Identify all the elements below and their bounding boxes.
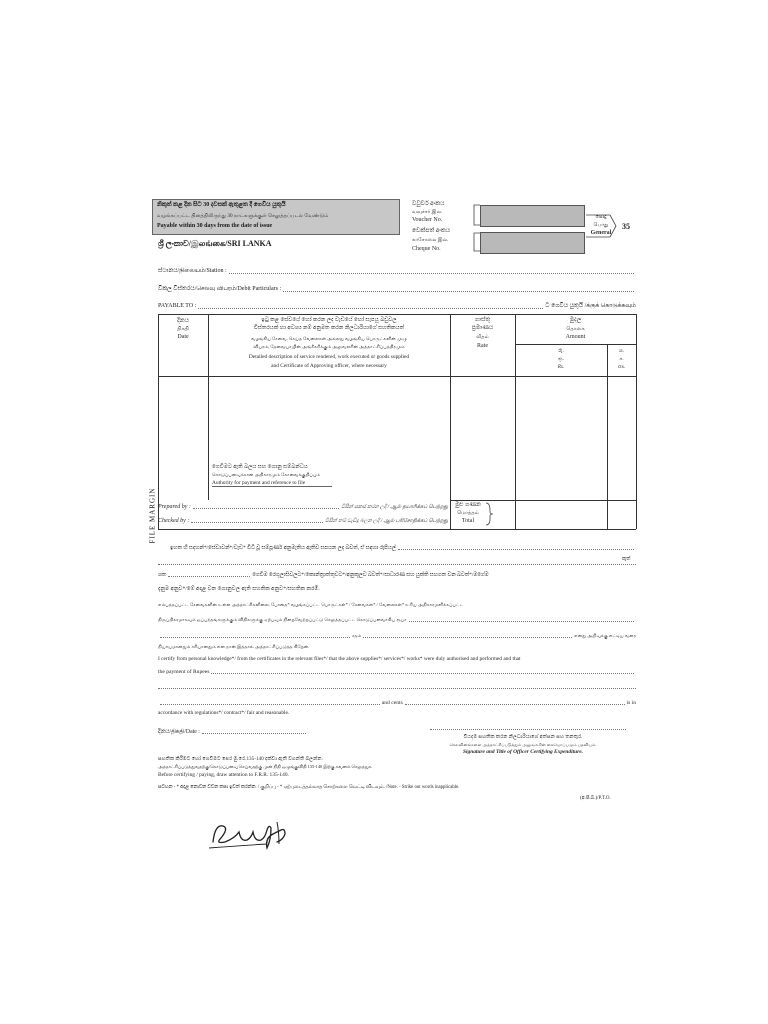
total-label-ta: மொத்தம் xyxy=(457,510,479,516)
details-table xyxy=(158,314,636,529)
cert-line-8-en: I certify from personal knowledge*/ from the certificates in the relevant files*/ that the above supplies*/ services*/ works* were duly authorised and performed and that xyxy=(158,656,521,662)
voucher-label-en: Voucher No. xyxy=(412,217,443,223)
cert-line-11-en: accordance with regulations*/ contract*/ fair and reasonable. xyxy=(158,710,290,716)
date-row[interactable] xyxy=(158,729,308,735)
total-brace xyxy=(484,502,494,526)
cert-line-5-ta[interactable] xyxy=(158,617,636,623)
form-number: 35 xyxy=(622,222,630,231)
amount-header-ta: தொகை xyxy=(566,326,585,332)
amount-header-en: Amount xyxy=(565,334,586,340)
cert-line-2-b: ගෙවීම රෙගුලාසිවලට*/කොන්ත්‍රාත්තුවට*/අනුකූලව බවත්*/සාධාරණ සහ යුක්ති සහගත වන බවත්*/මගේම xyxy=(252,572,489,578)
station-label: ස්ථානය/நிலையம்/Station : xyxy=(158,268,227,274)
desc-header-si-1: ඉටු කළ සේවයේ හෝ කරන ලද වැඩයේ හෝ සැපයූ බඩුවල xyxy=(261,317,397,323)
payable-to-suffix: ට ගෙවිය යුතුයි /க்குக் கொடுக்கவும் xyxy=(545,303,636,309)
authority-label-en: Authority for payment and reference to file xyxy=(212,480,306,486)
cert-line-1[interactable] xyxy=(170,545,636,551)
voucher-label-si: වවුචර් අංකය xyxy=(412,201,445,207)
debit-label: විකල විස්තරය/செலவு விபரம்/Debit Particulars : xyxy=(158,286,282,292)
payable-notice-si: නිකුත් කළ දින සිට 30 දවසක් ඇතුළත දී ගෙවිය යුතුයි xyxy=(157,202,286,208)
cheque-label-ta: காசோலை இல. xyxy=(412,237,449,243)
signature-label-si: වියදම සහතික කරන නිලධාරියාගේ අත්සන සහ තනතුර. xyxy=(463,734,583,740)
debit-row[interactable] xyxy=(158,286,636,293)
signature-label-ta: செலவினங்களை அத்தாட்சிப்படுத்தும் அலுவலரின் கையொப்பமும் பதவியும். xyxy=(449,742,597,747)
checked-by-row[interactable] xyxy=(158,518,448,524)
pto-label: (අ.පි.බ.)/P.T.O. xyxy=(580,796,611,801)
station-row[interactable] xyxy=(158,268,636,275)
rs-header-si: රු. xyxy=(558,348,564,354)
signature-label-en: Signature and Title of Officer Certifying Expenditure. xyxy=(463,749,583,755)
cheque-label-en: Cheque No. xyxy=(412,246,441,252)
cheque-label-si: චෙක්පත් අංකය xyxy=(412,228,451,234)
cert-line-6-ta[interactable] xyxy=(158,633,636,639)
cert-line-9-en-text: the payment of Rupees xyxy=(158,669,210,675)
rs-header-ta: ரூ. xyxy=(557,356,565,362)
bracket-lines xyxy=(470,203,620,253)
rate-header-en: Rate xyxy=(477,343,488,349)
note-2: සටහන - * අදාළ නොවන වචන කපා ඉවත් කරන්න. / குறிப்பு - * ஏற்புடைத்தல்லாத சொற்களை வெட்டி விடவும். /Note. - Strike out words inapplicable. xyxy=(158,785,460,790)
desc-header-ta-2: விபரம், தேவையாயின் அங்கீகரிக்கும் அலுவலரின் அத்தாட்சிப்பத்திரமும் xyxy=(253,344,405,349)
payable-notice-en: Payable within 30 days from the date of issue xyxy=(157,223,273,229)
payable-to-label: PAYABLE TO : xyxy=(158,303,197,309)
cert-line-2-a: ශත xyxy=(158,572,167,578)
general-label-en: General xyxy=(590,230,612,236)
rate-header-ta: வீதம் xyxy=(476,334,489,340)
cert-line-3: දැනුම අනුව*/මේ අදාළ වන ගොනුවල ඇති සහතික අනුව*/සහතික කරමි. xyxy=(158,586,320,592)
cts-header-ta: ச. xyxy=(619,356,624,362)
prepared-by-row[interactable] xyxy=(158,504,448,510)
date-label: දිනය/திகதி/Date : xyxy=(158,729,200,735)
cert-line-10-mid: and cents xyxy=(381,700,403,706)
date-header-si: දිනය xyxy=(177,318,189,324)
total-label-en: Total xyxy=(461,518,475,524)
note-1-si: සහතික කිරීමට හෝ ගෙවීමට පෙර මු.රෙ.135-140 දක්වා ඇති වගන්ති බලන්න. xyxy=(158,756,323,762)
prepared-by-label: Prepared by : xyxy=(158,504,191,510)
handwritten-signature xyxy=(205,818,300,858)
checked-by-suffix: විසින් නම් වැඩිදු බලන ලදී / ஆல் பரிசோதிக்கப் பெற்றது xyxy=(325,518,448,524)
note-1-en: Before certifying / paying, draw attention to F.R.R. 135-140. xyxy=(158,772,289,778)
cert-kut: කුත් xyxy=(622,556,631,562)
date-header-ta: திகதி xyxy=(177,326,189,332)
amount-header-si: මුදල xyxy=(569,317,582,323)
cert-line-1-text: ඉහත හි සදහන්*/සේවාවන්*/වැඩ* විධි වූ සම්පූර්ණ අනුමැතිය ඇතිව සපයන ලද බවත්, ඒ සඳහා රුපියල් xyxy=(170,545,396,551)
cert-line-9-en[interactable] xyxy=(158,669,636,675)
authority-label-si: ගෙවීමට ඇති බලය සහ ගොනු සම්බන්ධය xyxy=(212,464,308,470)
authority-label-ta: கொடுப்பனவுக்கான அதிகாரமும் கோவைக்குறிப்பும் xyxy=(212,472,320,477)
payable-notice-ta: வழங்கப்பட்ட தினத்திலிருந்து 30 நாட்களுக்குள் செலுத்தப்படல் வேண்டும் xyxy=(157,213,329,219)
prepared-by-suffix: විසින් සකස් කරන ලදී / ஆல் தயாரிக்கப் பெற்றது xyxy=(341,504,448,510)
cert-line-6-ta-mid: சதம் xyxy=(352,633,362,638)
date-header-en: Date xyxy=(177,334,189,340)
cert-line-4-ta: எம்பத்தப்பட்ட சேவைகளின் உள்ள அத்தாட்சிகளிலை, போதை* வழங்கப்பட்ட பொருட்கள்* / சேவைகள்* / வேலைகள்* உரிய அதிகாரமளிக்கப்பட்ட xyxy=(158,602,464,607)
desc-header-en-1: Detailed description of service rendered, work executed or goods supplied xyxy=(248,354,410,360)
desc-header-si-2: විස්තරයක් හා අවශ්‍ය නම් අනුමත කරන නිලධාරියාගේ සහතිකයත් xyxy=(253,325,405,331)
rate-header-si-1: ගාස්තු xyxy=(474,317,491,323)
cert-line-10-end: is in xyxy=(626,700,637,706)
payable-to-row[interactable] xyxy=(158,303,636,310)
country-heading: ශ්‍රී ලංකාව/இலங்கை/SRI LANKA xyxy=(158,239,272,248)
desc-header-ta-1: வழங்கிய சேவை, செய்த வேலைகள் அல்லது வழங்கிய பொருட்களின் முழு xyxy=(251,336,407,341)
total-label-si: මුළු ගණන xyxy=(455,502,481,508)
note-1-ta: அத்தாட்சிப்படுத்துவதற்கு/கொடுப்பனவு செய்வதற்கு முன் நிதி ஒழுங்குவிதி 135-140 இற்கு கவனம் செலுத்துக. xyxy=(158,764,373,769)
cert-line-5-ta-text: திருப்திகரமாகவும் ஒப்பந்தங்களுக்கும் விதிகளுக்கு ஏற்பவும் நிறைவேற்றப்பட்டு செலுத்தப்பட்ட கொடுப்பனவாகிய ரூபா xyxy=(158,617,407,622)
cert-line-2[interactable] xyxy=(158,572,636,578)
general-label-si: පොදු xyxy=(595,214,607,220)
cts-header-en: cts. xyxy=(617,364,626,370)
rate-header-si-2: ප්‍රමාණය xyxy=(471,325,494,331)
voucher-label-ta: வவுச்சர் இல. xyxy=(412,209,443,215)
checked-by-label: Checked by : xyxy=(158,518,190,524)
cert-line-7-ta: நியாயமானதும் சரியானதும் என நான் இத்தால் அத்தாட்சிப்படுத்த கிறேன். xyxy=(158,644,310,649)
payable-notice-box xyxy=(152,199,400,235)
cert-line-10[interactable] xyxy=(158,700,636,706)
file-margin-label: FILE MARGIN xyxy=(148,487,157,544)
rs-header-en: Rs. xyxy=(557,364,565,370)
general-label-ta: பொது xyxy=(593,222,609,228)
cts-header-si: ශ. xyxy=(618,348,624,354)
desc-header-en-2: and Certificate of Approving officer, where necessary xyxy=(271,363,387,369)
cert-line-6-ta-end: எனது அறிவுக்கு எட்டிய வரை xyxy=(574,633,636,638)
